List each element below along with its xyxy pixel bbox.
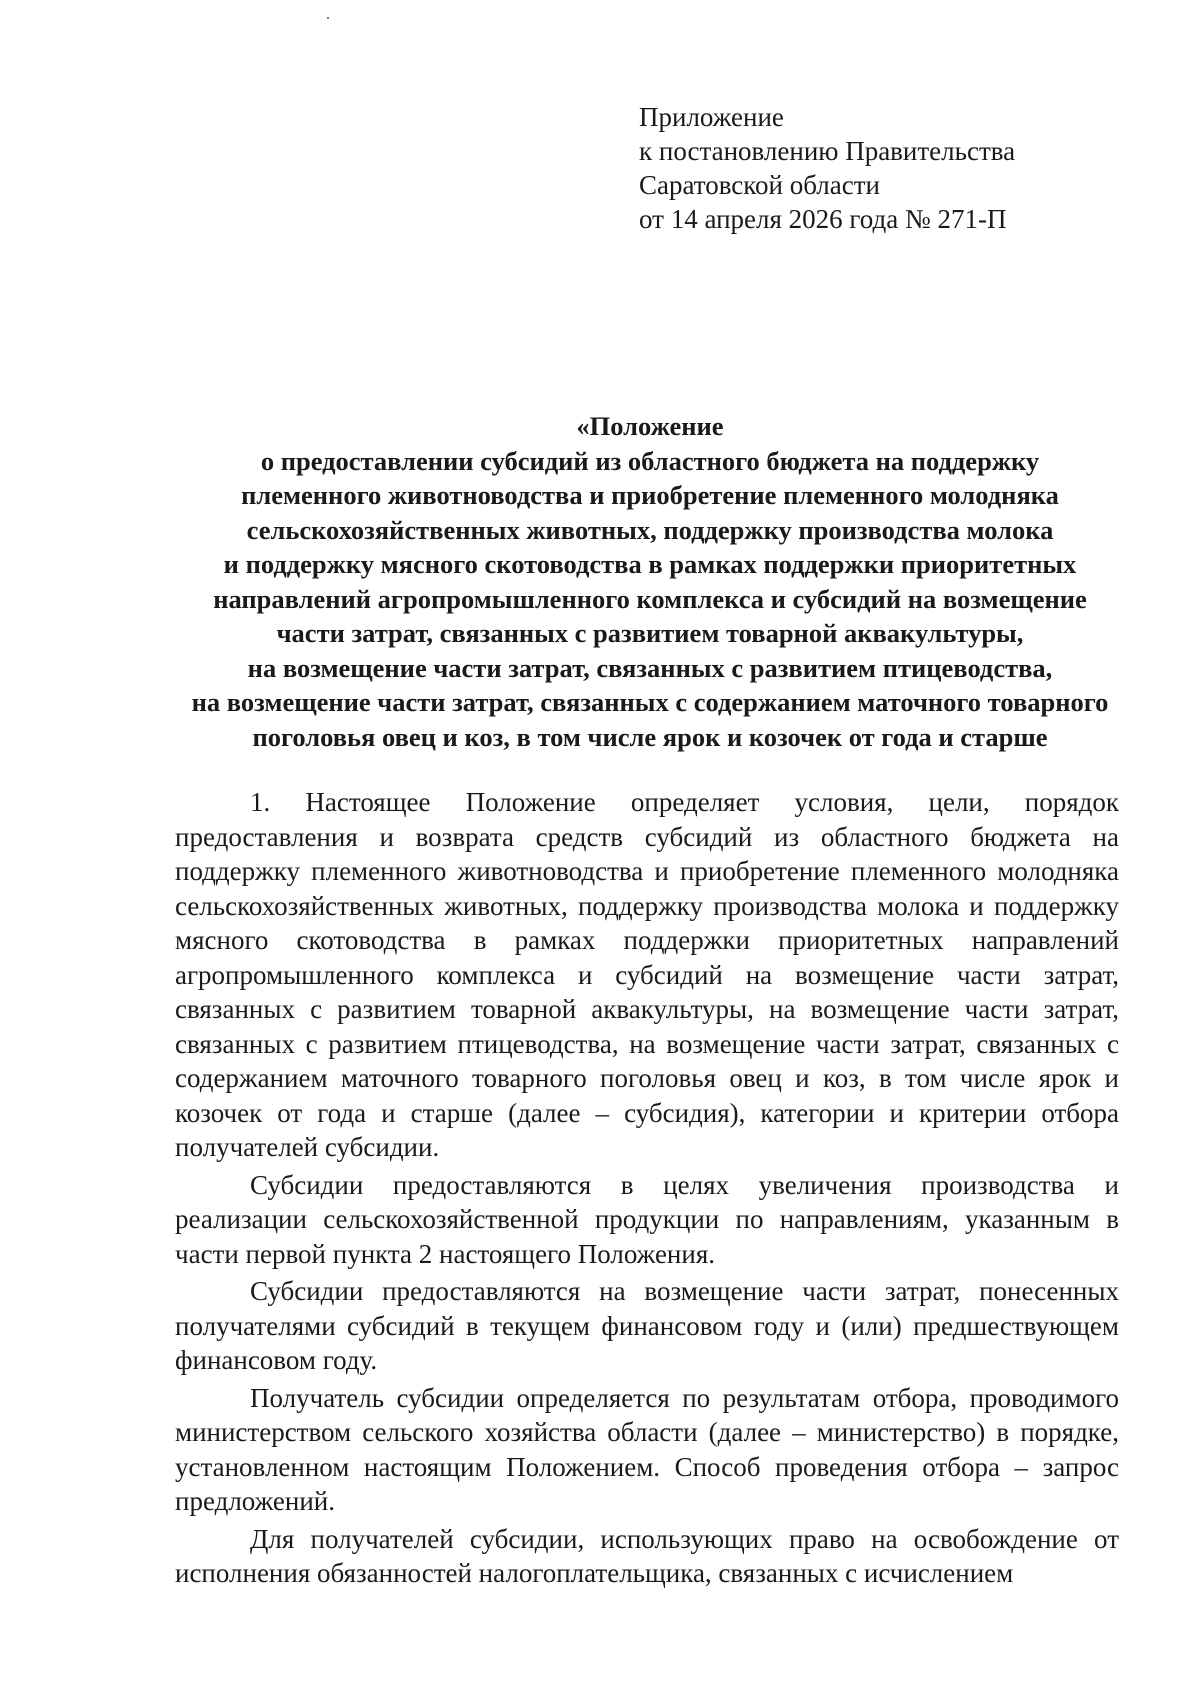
title-line: направлений агропромышленного комплекса и субсидий на возмещение xyxy=(213,583,1087,614)
title-line: и поддержку мясного скотоводства в рамках поддержки приоритетных xyxy=(223,549,1077,579)
title-line: «Положение xyxy=(576,411,724,441)
appendix-line: Саратовской области xyxy=(639,170,880,200)
body-paragraph: Субсидии предоставляются на возмещение части затрат, понесенных получателями субсидий в текущем финансовом году и (или) предшествующем финансовом году. xyxy=(175,1276,1119,1375)
appendix-line: Приложение xyxy=(639,102,784,132)
body-paragraph: Для получателей субсидии, использующих право на освобождение от исполнения обязанностей налогоплательщика, связанных с исчислением xyxy=(175,1523,1119,1588)
document-body xyxy=(175,785,1119,1594)
document-title xyxy=(100,409,1200,754)
appendix-line: от 14 апреля 2026 года № 271-П xyxy=(639,204,1007,234)
title-line: сельскохозяйственных животных, поддержку производства молока xyxy=(246,514,1054,545)
title-line: на возмещение части затрат, связанных с содержанием маточного товарного xyxy=(191,687,1109,717)
body-paragraph: Субсидии предоставляются в целях увеличения производства и реализации сельскохозяйственной продукции по направлениям, указанным в части первой пункта 2 настоящего Положения. xyxy=(175,1169,1119,1269)
title-line: поголовья овец и коз, в том числе ярок и козочек от года и старше xyxy=(252,721,1048,752)
appendix-line: к постановлению Правительства xyxy=(639,136,1016,166)
title-line: части затрат, связанных с развитием товарной аквакультуры, xyxy=(276,618,1024,648)
title-line: на возмещение части затрат, связанных с развитием птицеводства, xyxy=(247,652,1053,683)
title-line: племенного животноводства и приобретение племенного молодняка xyxy=(241,480,1059,510)
body-paragraph: 1. Настоящее Положение определяет условия, цели, порядок предоставления и возврата средств субсидий из областного бюджета на поддержку племенного животноводства и приобретение племенного молодняка сельскохозяйственных животных, поддержку производства молока и поддержку мясного скотоводства в рамках поддержки приоритетных направлений агропромышленного комплекса и субсидий на возмещение части затрат, связанных с развитием товарной аквакультуры, на возмещение части затрат, связанных с развитием птицеводства, на возмещение части затрат, связанных с содержанием маточного товарного поголовья овец и коз, в том числе ярок и козочек от года и старше (далее – субсидия), категории и критерии отбора получателей субсидии. xyxy=(175,787,1119,1162)
scan-speck xyxy=(327,17,329,19)
title-line: о предоставлении субсидий из областного бюджета на поддержку xyxy=(260,445,1040,476)
appendix-header xyxy=(639,100,1015,236)
body-paragraph: Получатель субсидии определяется по результатам отбора, проводимого министерством сельского хозяйства области (далее – министерство) в порядке, установленном настоящим Положением. Способ проведения отбора – запрос предложений. xyxy=(175,1382,1119,1516)
